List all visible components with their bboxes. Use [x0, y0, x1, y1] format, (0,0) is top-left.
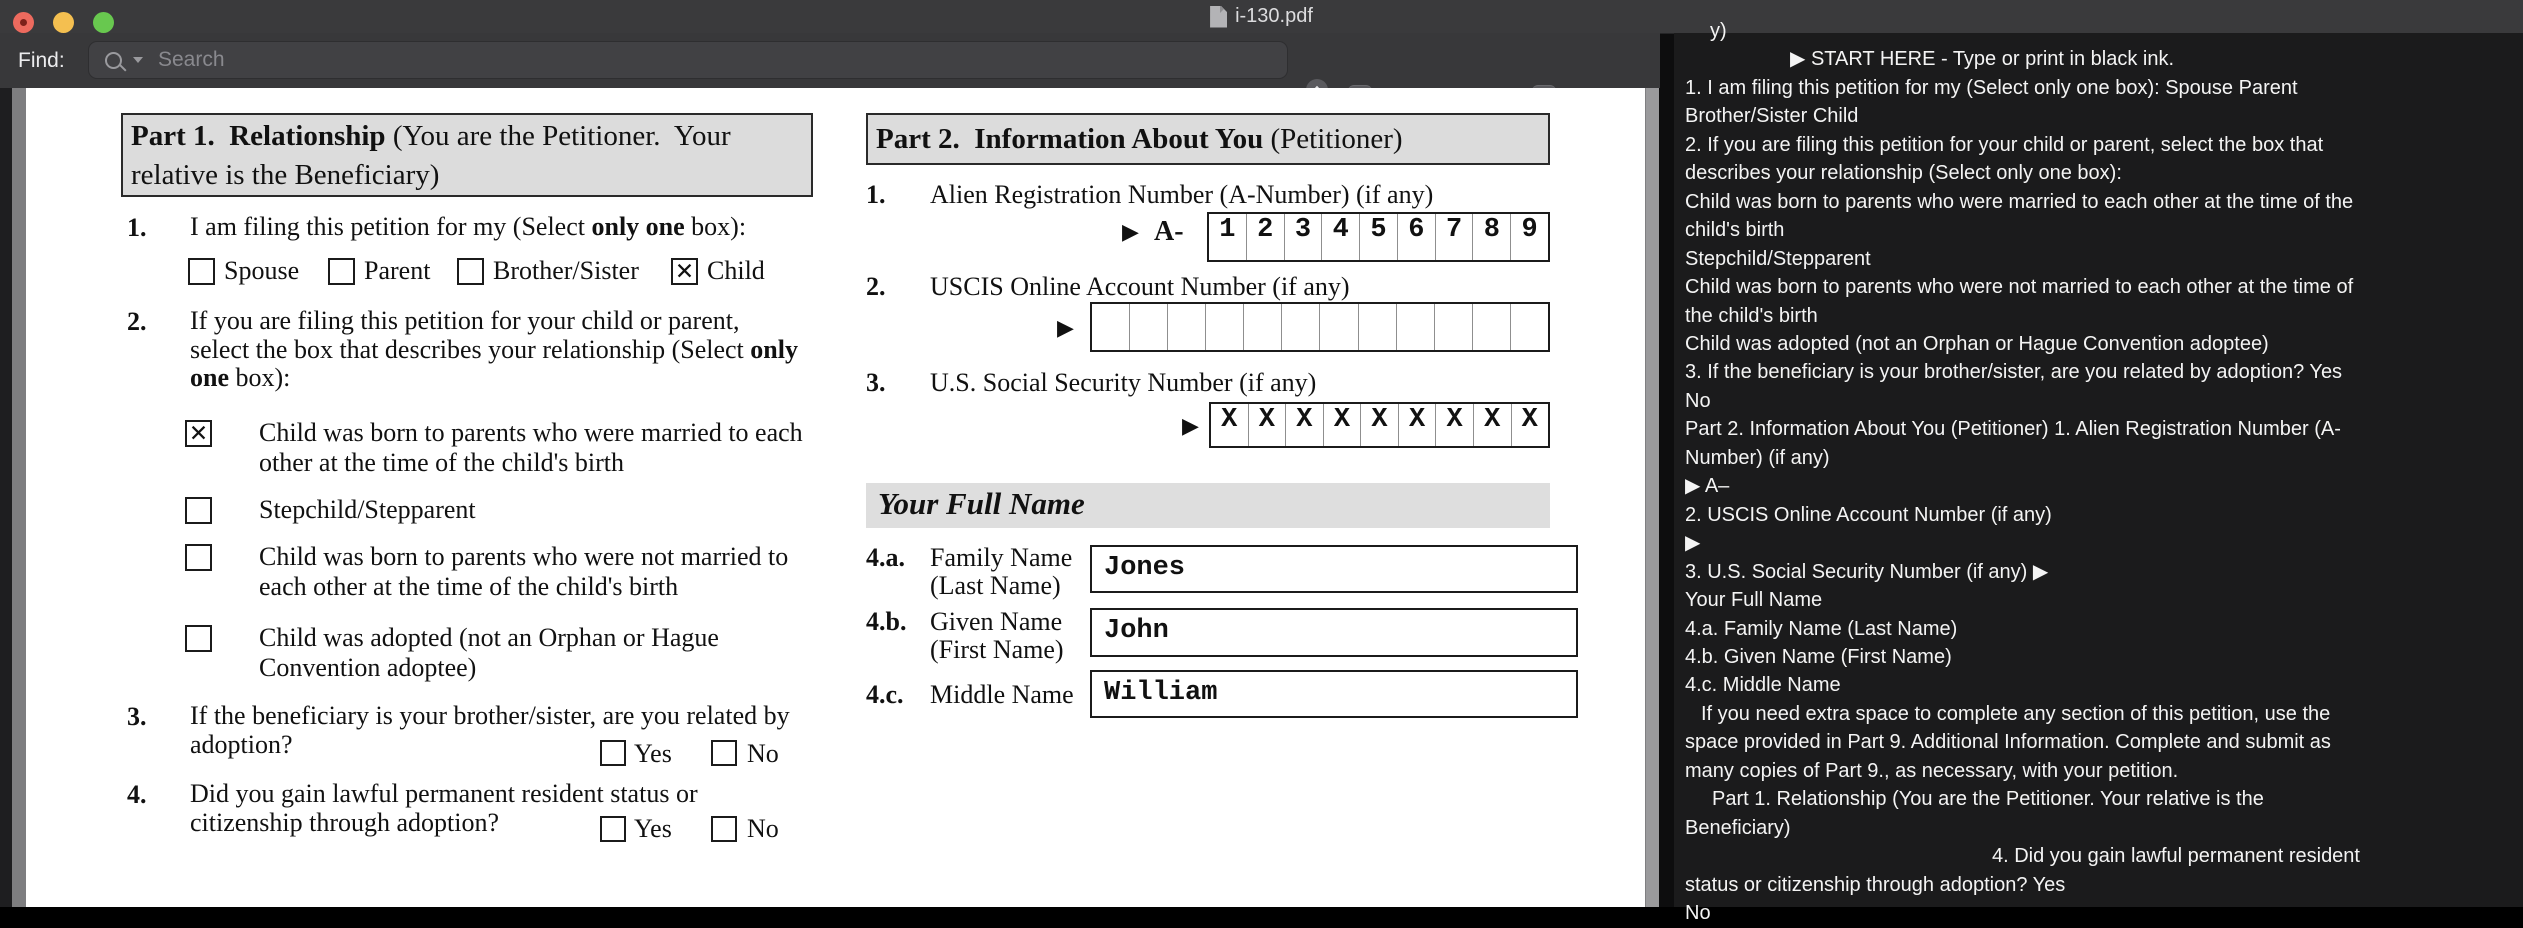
checkbox-child-adopted[interactable]: [185, 625, 212, 652]
part1-q3-yes-checkbox[interactable]: [600, 740, 626, 766]
part2-q4c-number: 4.c.: [866, 680, 904, 709]
checkbox-child-unmarried-parents-label: [259, 542, 788, 602]
text-line: 1. I am filing this petition for my (Select only one box): Spouse Parent: [1685, 76, 2298, 99]
text-line: ▶: [1685, 532, 1701, 555]
grid-cell[interactable]: 2: [1247, 214, 1285, 260]
text-line: one box):: [190, 363, 291, 392]
text-line: 4. Did you gain lawful permanent resident: [1992, 845, 2360, 868]
a-number-prefix: A-: [1154, 216, 1184, 247]
checkbox-brother-sister[interactable]: [457, 258, 484, 285]
text-line: 4.a. Family Name (Last Name): [1685, 617, 1958, 640]
full-name-header: Your Full Name: [878, 486, 1085, 521]
text-line: Child was born to parents who were not married to: [259, 542, 789, 571]
text-line: 2. If you are filing this petition for your child or parent, select the box that: [1685, 133, 2324, 156]
part1-q1-text: [190, 213, 746, 242]
grid-cell[interactable]: 6: [1398, 214, 1436, 260]
part1-q3-text: [190, 702, 790, 759]
uscis-number-arrow-icon: ▶: [1057, 316, 1074, 341]
text-line: many copies of Part 9., as necessary, with your petition.: [1685, 759, 2179, 782]
text-line: Your Full Name: [1685, 589, 1823, 612]
find-bar: [0, 33, 1660, 88]
text-line: Part 2. Information About You (Petitioner): [876, 123, 1403, 155]
text-line: Child was adopted (not an Orphan or Hague: [259, 623, 719, 652]
search-menu-chevron-icon[interactable]: [133, 57, 143, 63]
search-input[interactable]: [156, 47, 1287, 73]
text-line: Child was born to parents who were not married to each other at the time of: [1685, 276, 2354, 299]
text-line: Stepchild/Stepparent: [1685, 247, 1871, 270]
text-line: the child's birth: [1685, 304, 1818, 327]
part1-q4-yes-label: Yes: [634, 814, 672, 843]
grid-cell[interactable]: 4: [1322, 214, 1360, 260]
checkbox-spouse-label: Spouse: [224, 256, 300, 285]
text-line: adoption?: [190, 729, 293, 759]
part1-q2-text: [190, 307, 798, 393]
part2-q1-number: 1.: [866, 180, 886, 209]
grid-cell[interactable]: [1359, 304, 1397, 350]
text-line: If the beneficiary is your brother/sister, are you related by: [190, 701, 790, 730]
text-line: No: [1685, 389, 1711, 412]
text-extraction-content: [1685, 17, 2515, 928]
grid-cell[interactable]: [1130, 304, 1168, 350]
search-icon: [105, 52, 122, 69]
checkbox-child[interactable]: [671, 258, 698, 285]
grid-cell[interactable]: 9: [1521, 215, 1538, 245]
grid-cell[interactable]: X: [1474, 404, 1512, 446]
text-line: ▶ A–: [1685, 475, 1730, 498]
left-pane-splitter[interactable]: [12, 88, 26, 907]
part2-q2-label: USCIS Online Account Number (if any): [930, 272, 1350, 301]
text-line: 4.c. Middle Name: [1685, 674, 1841, 697]
grid-cell[interactable]: [1282, 304, 1320, 350]
window-left-edge: [0, 88, 12, 907]
text-line: status or citizenship through adoption? Yes: [1685, 873, 2066, 896]
checkbox-child-married-parents-label: [259, 418, 803, 478]
part2-q3-label: U.S. Social Security Number (if any): [930, 368, 1317, 397]
part1-q4-no-label: No: [747, 814, 779, 843]
text-line: citizenship through adoption?: [190, 807, 500, 837]
grid-cell[interactable]: X: [1436, 404, 1474, 446]
part1-q3-no-label: No: [747, 739, 779, 768]
given-name-label-1: Given Name: [930, 607, 1063, 636]
grid-cell[interactable]: [1397, 304, 1435, 350]
text-line: describes your relationship (Select only one box):: [1685, 162, 2122, 185]
given-name-label-2: (First Name): [930, 635, 1064, 664]
part1-q4-no-checkbox[interactable]: [711, 816, 737, 842]
text-line: each other at the time of the child's birth: [259, 572, 679, 601]
checkbox-stepchild[interactable]: [185, 497, 212, 524]
text-line: Part 2. Information About You (Petitioner) 1. Alien Registration Number (A-: [1685, 418, 2341, 441]
part2-q1-label: Alien Registration Number (A-Number) (if any): [930, 180, 1434, 209]
find-label: Find:: [18, 49, 65, 72]
a-number-arrow-icon: ▶: [1122, 220, 1139, 245]
text-line: relative is the Beneficiary): [131, 159, 440, 191]
text-line: Brother/Sister Child: [1685, 105, 1859, 128]
part2-q3-number: 3.: [866, 368, 886, 397]
text-line: Child was born to parents who were married to each other at the time of the: [1685, 190, 2354, 213]
text-line: select the box that describes your relationship (Select only: [190, 334, 798, 364]
grid-cell[interactable]: 3: [1285, 214, 1323, 260]
text-line: Part 1. Relationship (You are the Petitioner. Your: [131, 120, 731, 152]
checkbox-stepchild-label: [259, 495, 476, 525]
text-line: other at the time of the child's birth: [259, 448, 624, 477]
checkbox-parent[interactable]: [328, 258, 355, 285]
text-line: Part 1. Relationship (You are the Petitioner. Your relative is the: [1712, 788, 2264, 811]
text-line: 3. U.S. Social Security Number (if any) ▶: [1685, 560, 2049, 583]
grid-cell[interactable]: [1206, 304, 1244, 350]
text-line: 2. USCIS Online Account Number (if any): [1685, 503, 2052, 526]
grid-cell[interactable]: [1168, 304, 1206, 350]
part2-q2-number: 2.: [866, 272, 886, 301]
pdf-page: [26, 88, 1645, 907]
text-line: 4.b. Given Name (First Name): [1685, 645, 1952, 668]
part1-q2-number: 2.: [127, 307, 147, 336]
part1-q1-number: 1.: [127, 213, 147, 242]
part1-q4-yes-checkbox[interactable]: [600, 816, 626, 842]
grid-cell[interactable]: [1320, 304, 1358, 350]
text-line: No: [1685, 902, 1711, 925]
grid-cell[interactable]: 7: [1436, 214, 1474, 260]
grid-cell[interactable]: X: [1361, 404, 1399, 446]
grid-cell[interactable]: [1244, 304, 1282, 350]
checkbox-child-adopted-label: [259, 623, 719, 683]
grid-cell[interactable]: X: [1249, 404, 1287, 446]
grid-cell[interactable]: 5: [1360, 214, 1398, 260]
grid-cell[interactable]: 1: [1209, 214, 1247, 260]
grid-cell[interactable]: X: [1211, 404, 1249, 446]
text-line: Beneficiary): [1685, 816, 1791, 839]
family-name-input[interactable]: Jones: [1090, 545, 1578, 593]
text-line: space provided in Part 9. Additional Information. Complete and submit as: [1685, 731, 2331, 754]
a-number-grid[interactable]: [1207, 212, 1550, 262]
part1-header: [121, 113, 813, 197]
checkbox-brother-sister-label: Brother/Sister: [493, 256, 639, 285]
pdf-scrollbar[interactable]: [1645, 88, 1659, 907]
part1-q3-number: 3.: [127, 702, 147, 731]
checkbox-parent-label: Parent: [364, 256, 431, 285]
document-icon: [1210, 6, 1227, 28]
text-line: Child was born to parents who were married to each: [259, 418, 803, 447]
text-line: If you need extra space to complete any section of this petition, use the: [1701, 702, 2331, 725]
checkbox-child-married-parents[interactable]: [185, 420, 212, 447]
grid-cell[interactable]: [1092, 304, 1130, 350]
part1-q3-yes-label: Yes: [634, 739, 672, 768]
text-line: y): [1710, 20, 1727, 42]
text-extraction-panel: [1674, 20, 2523, 925]
part1-q3-no-checkbox[interactable]: [711, 740, 737, 766]
checkbox-child-label: Child: [707, 256, 765, 285]
grid-cell[interactable]: X: [1286, 404, 1324, 446]
window-title: i-130.pdf: [1235, 5, 1313, 27]
text-line: If you are filing this petition for your child or parent,: [190, 306, 740, 335]
text-line: Convention adoptee): [259, 653, 477, 682]
family-name-label-1: Family Name: [930, 543, 1073, 572]
text-line: Child was adopted (not an Orphan or Hague Convention adoptee): [1685, 332, 2269, 355]
ssn-arrow-icon: ▶: [1182, 414, 1199, 439]
grid-cell[interactable]: X: [1399, 404, 1437, 446]
grid-cell[interactable]: X: [1324, 404, 1362, 446]
text-line: 3. If the beneficiary is your brother/sister, are you related by adoption? Yes: [1685, 361, 2343, 384]
text-line: Stepchild/Stepparent: [259, 495, 476, 524]
grid-cell[interactable]: X: [1521, 405, 1538, 435]
text-line: I am filing this petition for my (Select only one box):: [190, 212, 747, 241]
text-line: ▶ START HERE - Type or print in black ink.: [1790, 48, 2175, 71]
text-line: Number) (if any): [1685, 446, 1830, 469]
family-name-label-2: (Last Name): [930, 571, 1061, 600]
text-line: Did you gain lawful permanent resident status or: [190, 779, 698, 808]
text-line: child's birth: [1685, 219, 1785, 242]
search-field[interactable]: [88, 41, 1288, 79]
checkbox-child-unmarried-parents[interactable]: [185, 544, 212, 571]
part2-q4a-number: 4.a.: [866, 543, 905, 572]
part2-q4b-number: 4.b.: [866, 607, 907, 636]
ssn-grid[interactable]: [1209, 402, 1550, 448]
part1-q4-number: 4.: [127, 780, 147, 809]
grid-cell[interactable]: 8: [1473, 214, 1511, 260]
grid-cell[interactable]: [1473, 304, 1511, 350]
part2-header: [866, 113, 1550, 165]
uscis-account-number-grid[interactable]: [1090, 302, 1550, 352]
middle-name-input[interactable]: William: [1090, 670, 1578, 718]
middle-name-label: Middle Name: [930, 680, 1074, 709]
given-name-input[interactable]: John: [1090, 608, 1578, 657]
grid-cell[interactable]: [1435, 304, 1473, 350]
grid-cell[interactable]: [1511, 304, 1548, 350]
checkbox-spouse[interactable]: [188, 258, 215, 285]
